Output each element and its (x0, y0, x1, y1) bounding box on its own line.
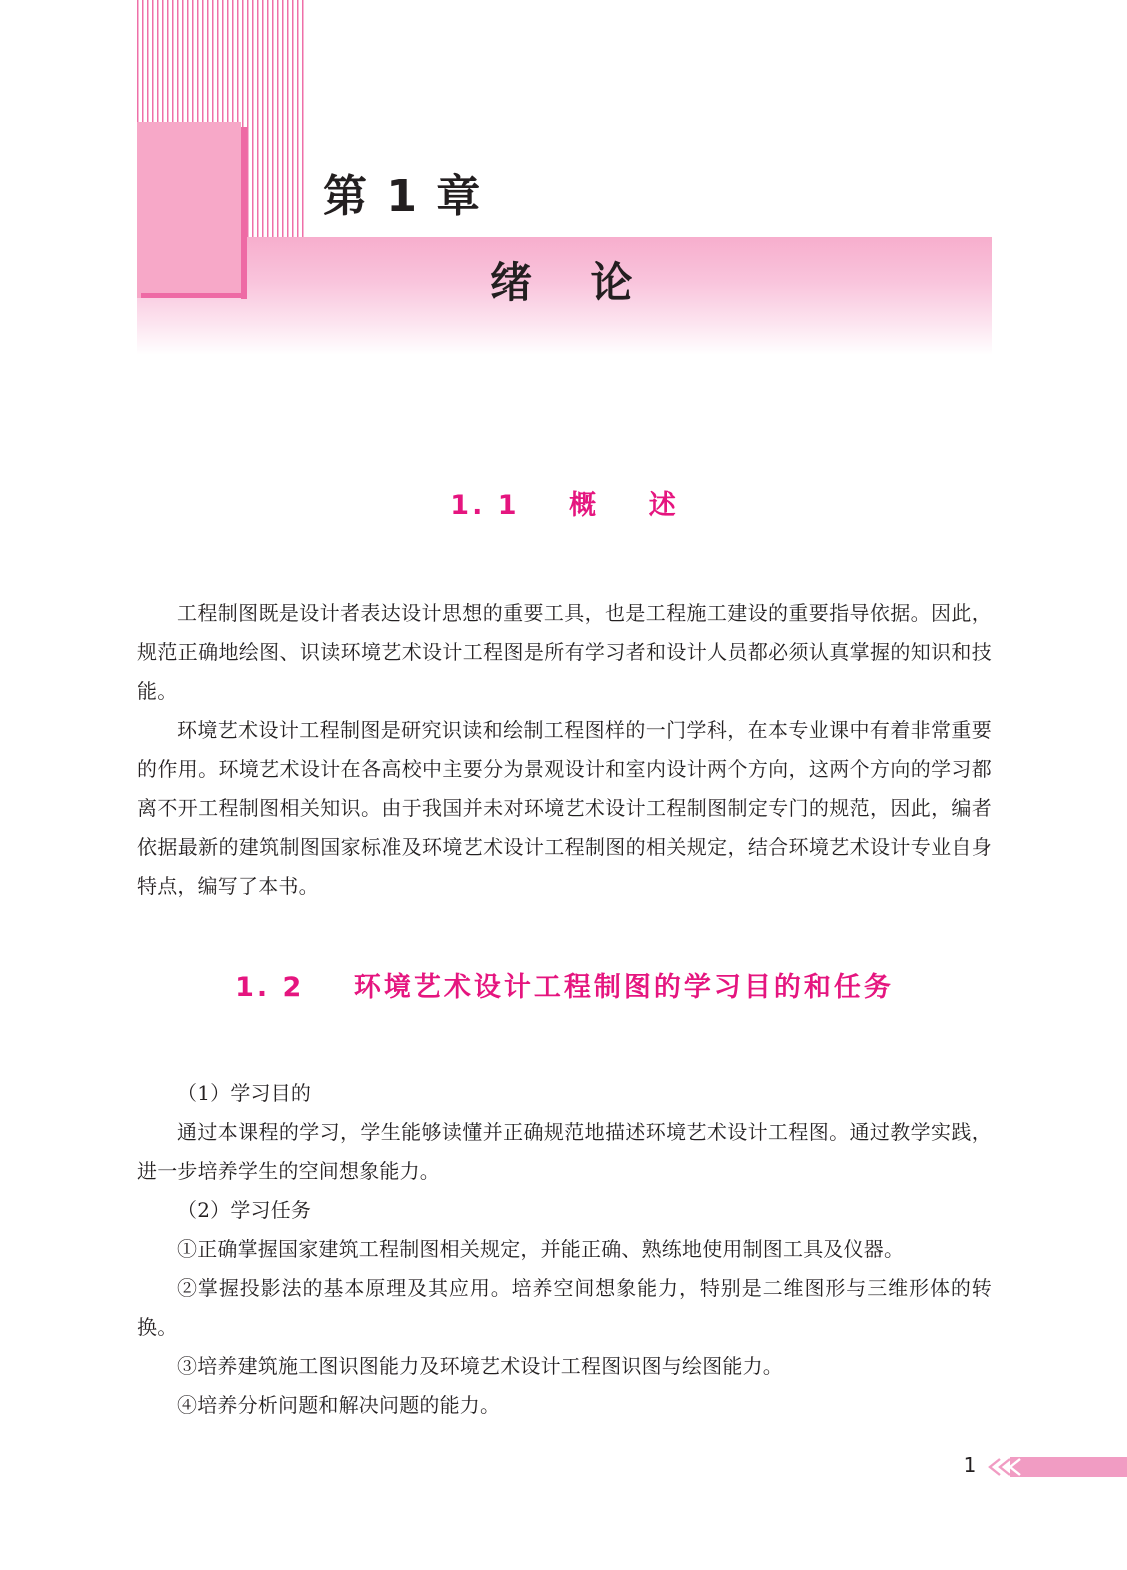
subheading-learning-goal: （1）学习目的 (177, 1081, 312, 1105)
chapter-title: 绪 论 (490, 258, 633, 307)
subheading-learning-task: （2）学习任务 (177, 1198, 312, 1222)
header-block-shadow-right (241, 127, 247, 299)
paragraph: 环境艺术设计工程制图是研究识读和绘制工程图样的一门学科，在本专业课中有着非常重要的作用。环境艺术设计在各高校中主要分为景观设计和室内设计两个方向，这两个方向的学习都离不开工程制图相关知识。由于我国并未对环境艺术设计工程制图制定专门的规范，因此，编者依据最新的建筑制图国家标准及环境艺术设计工程制图的相关规定，结合环境艺术设计专业自身特点，编写了本书。 (137, 718, 992, 898)
section-heading-goals: 1. 2 环境艺术设计工程制图的学习目的和任务 (235, 972, 894, 1003)
list-item: ②掌握投影法的基本原理及其应用。培养空间想象能力，特别是二维图形与三维形体的转换。 (137, 1276, 992, 1339)
header-block-shadow-bottom (141, 293, 247, 298)
page-number: 1 (963, 1453, 977, 1477)
list-item: ④培养分析问题和解决问题的能力。 (177, 1393, 501, 1417)
header-pink-block (137, 122, 241, 298)
paragraph: 通过本课程的学习，学生能够读懂并正确规范地描述环境艺术设计工程图。通过教学实践，进一步培养学生的空间想象能力。 (137, 1120, 992, 1183)
page-content (137, 478, 992, 1425)
paragraph: 工程制图既是设计者表达设计思想的重要工具，也是工程施工建设的重要指导依据。因此，规范正确地绘图、识读环境艺术设计工程图是所有学习者和设计人员都必须认真掌握的知识和技能。 (137, 601, 992, 703)
section-heading-overview: 1. 1 概 述 (450, 490, 679, 521)
chapter-number: 第 1 章 (323, 171, 483, 222)
list-item: ③培养建筑施工图识图能力及环境艺术设计工程图识图与绘图能力。 (177, 1354, 783, 1378)
footer-arrow-bar (986, 1457, 1127, 1477)
list-item: ①正确掌握国家建筑工程制图相关规定，并能正确、熟练地使用制图工具及仪器。 (177, 1237, 905, 1261)
